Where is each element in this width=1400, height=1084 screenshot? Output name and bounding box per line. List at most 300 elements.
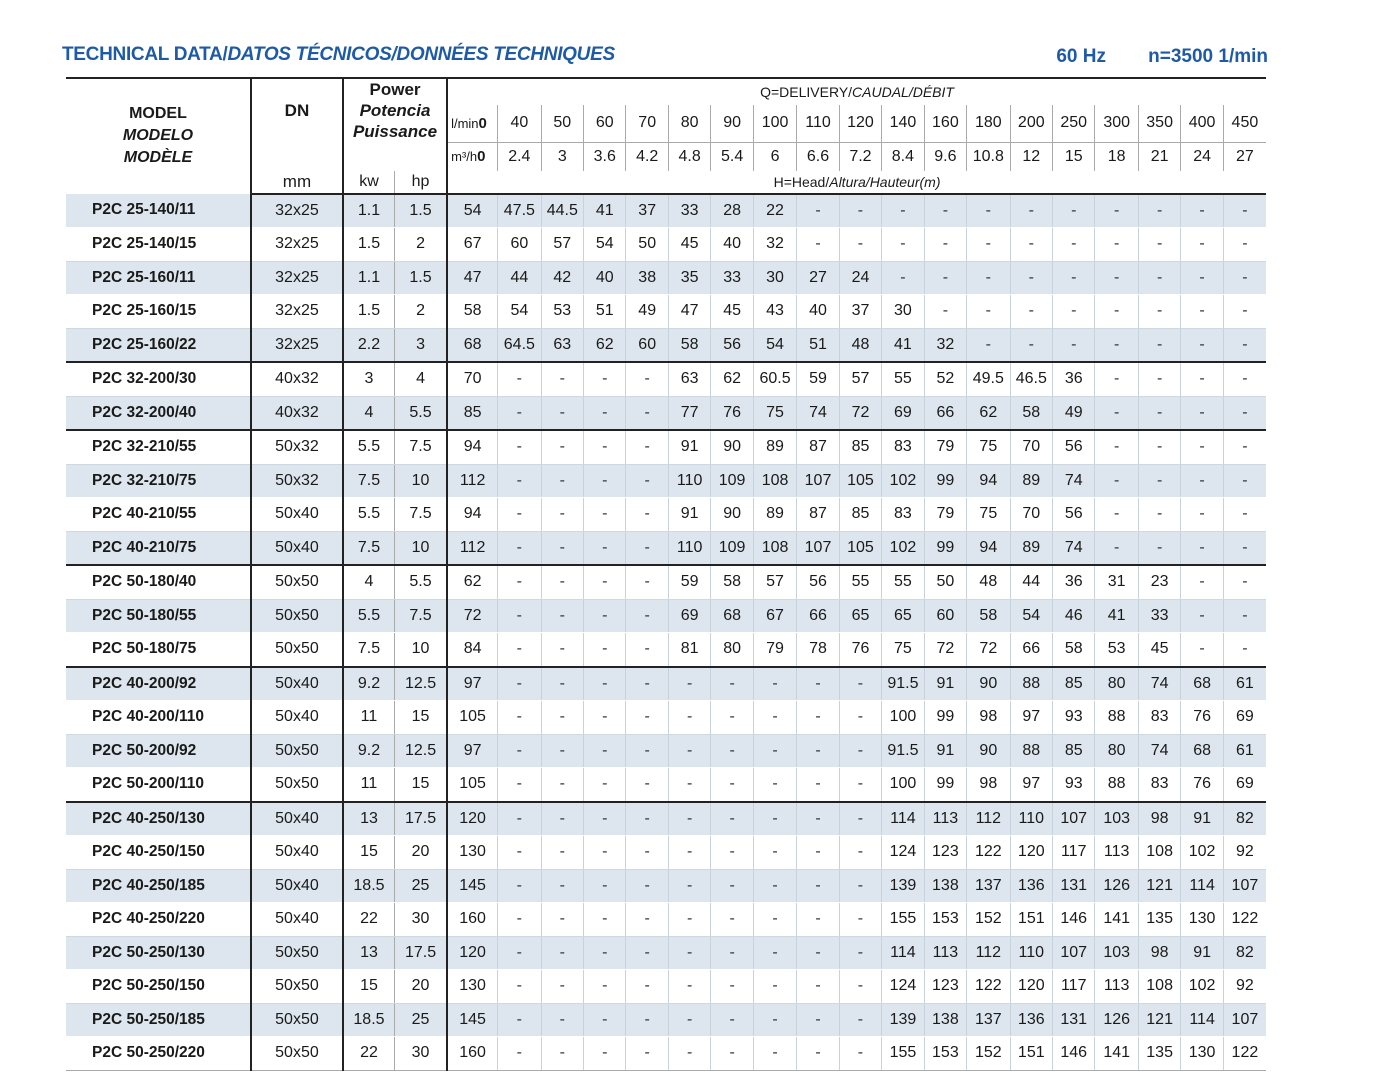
head-cell: - — [1138, 228, 1180, 262]
head-cell: - — [711, 802, 753, 836]
hp-cell: 5.5 — [395, 565, 448, 599]
table-row — [66, 734, 1266, 768]
head-cell: 98 — [967, 701, 1010, 735]
head-cell: 53 — [1095, 633, 1138, 667]
head-cell: 41 — [882, 328, 924, 362]
head-cell: - — [753, 1003, 796, 1037]
head-cell: - — [668, 802, 710, 836]
head-cell: - — [1223, 464, 1266, 498]
title-bar — [62, 44, 1268, 74]
flow-m3h-cell: 12 — [1010, 142, 1052, 171]
head-cell: 121 — [1138, 1003, 1180, 1037]
head-cell: 77 — [668, 396, 710, 430]
head-cell: 42 — [541, 261, 583, 295]
head-cell: 59 — [668, 565, 710, 599]
head-cell: - — [584, 903, 626, 937]
head-cell: 68 — [1181, 667, 1223, 701]
table-row — [66, 328, 1266, 362]
head-cell: - — [1010, 328, 1052, 362]
head-cell: 139 — [882, 869, 924, 903]
hp-cell: 30 — [395, 1037, 448, 1071]
head-cell: 94 — [967, 531, 1010, 565]
flow-m3h-first — [447, 142, 498, 171]
model-cell: P2C 50-180/75 — [66, 633, 251, 667]
head-cell: - — [626, 836, 668, 870]
head-cell: - — [797, 701, 839, 735]
head-cell: - — [584, 565, 626, 599]
head-cell: 102 — [882, 464, 924, 498]
head-cell: 74 — [1053, 531, 1095, 565]
head-cell: 58 — [1010, 396, 1052, 430]
head-cell: 102 — [882, 531, 924, 565]
head-cell: - — [668, 701, 710, 735]
head-cell: 85 — [447, 396, 498, 430]
head-cell: 57 — [541, 228, 583, 262]
hp-cell: 20 — [395, 836, 448, 870]
head-cell: - — [1095, 328, 1138, 362]
table-row — [66, 768, 1266, 802]
head-cell: - — [626, 430, 668, 464]
head-cell: 138 — [924, 869, 966, 903]
head-cell: - — [541, 565, 583, 599]
head-cell: 91 — [1181, 802, 1223, 836]
head-cell: - — [1138, 261, 1180, 295]
head-cell: - — [797, 1003, 839, 1037]
head-cell: 114 — [882, 936, 924, 970]
kw-cell: 11 — [343, 768, 395, 802]
head-cell: 45 — [1138, 633, 1180, 667]
head-cell: 117 — [1053, 836, 1095, 870]
head-cell: 130 — [1181, 903, 1223, 937]
head-cell: 37 — [839, 295, 881, 329]
head-cell: 33 — [711, 261, 753, 295]
head-cell: 56 — [1053, 498, 1095, 532]
head-cell: 70 — [1010, 498, 1052, 532]
head-cell: - — [1181, 295, 1223, 329]
head-cell: - — [839, 228, 881, 262]
head-cell: - — [967, 328, 1010, 362]
table-row — [66, 903, 1266, 937]
head-cell: 108 — [753, 464, 796, 498]
head-cell: - — [1138, 430, 1180, 464]
head-cell: 135 — [1138, 1037, 1180, 1071]
head-cell: - — [584, 464, 626, 498]
head-cell: - — [584, 531, 626, 565]
head-cell: 23 — [1138, 565, 1180, 599]
head-cell: 114 — [882, 802, 924, 836]
head-cell: 79 — [924, 498, 966, 532]
head-cell: - — [584, 768, 626, 802]
model-cell: P2C 50-180/55 — [66, 599, 251, 633]
head-cell: - — [1095, 261, 1138, 295]
head-cell: 66 — [924, 396, 966, 430]
head-cell: - — [668, 903, 710, 937]
kw-cell: 1.5 — [343, 295, 395, 329]
head-cell: - — [1095, 362, 1138, 396]
head-cell: 87 — [797, 498, 839, 532]
head-cell: 58 — [668, 328, 710, 362]
head-cell: 47.5 — [498, 194, 541, 228]
head-cell: - — [541, 498, 583, 532]
head-cell: 50 — [626, 228, 668, 262]
head-cell: 76 — [1181, 768, 1223, 802]
head-cell: 46 — [1053, 599, 1095, 633]
m3h-unit-label: m³/h — [451, 149, 478, 164]
head-cell: - — [668, 836, 710, 870]
flow-lmin-first — [447, 105, 498, 142]
head-cell: 93 — [1053, 701, 1095, 735]
head-cell: 110 — [668, 464, 710, 498]
kw-cell: 5.5 — [343, 498, 395, 532]
head-cell: 97 — [1010, 701, 1052, 735]
head-cell: - — [541, 531, 583, 565]
head-cell: - — [839, 701, 881, 735]
dn-cell: 50x40 — [251, 802, 343, 836]
head-cell: - — [498, 869, 541, 903]
head-cell: 47 — [447, 261, 498, 295]
head-cell: - — [541, 768, 583, 802]
head-cell: - — [753, 802, 796, 836]
head-cell: 112 — [447, 464, 498, 498]
head-cell: - — [711, 836, 753, 870]
dn-cell: 50x50 — [251, 1003, 343, 1037]
head-cell: 113 — [924, 936, 966, 970]
head-cell: 75 — [967, 430, 1010, 464]
head-cell: - — [797, 734, 839, 768]
head-cell: 76 — [711, 396, 753, 430]
head-cell: 108 — [1138, 836, 1180, 870]
head-cell: 44 — [498, 261, 541, 295]
head-cell: - — [839, 768, 881, 802]
head-cell: 56 — [1053, 430, 1095, 464]
dn-cell: 50x50 — [251, 768, 343, 802]
model-cell: P2C 40-250/150 — [66, 836, 251, 870]
head-cell: - — [1095, 464, 1138, 498]
head-cell: 145 — [447, 1003, 498, 1037]
head-cell: 41 — [584, 194, 626, 228]
hp-header: hp — [395, 171, 448, 194]
head-cell: 98 — [1138, 802, 1180, 836]
head-cell: - — [498, 734, 541, 768]
dn-cell: 32x25 — [251, 328, 343, 362]
head-cell: - — [1138, 498, 1180, 532]
head-cell: 32 — [924, 328, 966, 362]
head-cell: 67 — [753, 599, 796, 633]
table-row — [66, 701, 1266, 735]
head-cell: 160 — [447, 1037, 498, 1071]
head-cell: - — [711, 734, 753, 768]
head-cell: 83 — [1138, 701, 1180, 735]
flow-lmin-cell: 40 — [498, 105, 541, 142]
head-cell: - — [626, 565, 668, 599]
head-cell: - — [498, 667, 541, 701]
head-cell: - — [711, 936, 753, 970]
hp-cell: 15 — [395, 768, 448, 802]
hp-cell: 1.5 — [395, 261, 448, 295]
head-cell: - — [967, 295, 1010, 329]
dn-cell: 50x50 — [251, 633, 343, 667]
head-cell: 83 — [882, 498, 924, 532]
head-cell: - — [797, 869, 839, 903]
head-cell: - — [541, 1003, 583, 1037]
head-cell: 40 — [797, 295, 839, 329]
head-cell: 60.5 — [753, 362, 796, 396]
head-cell: - — [753, 768, 796, 802]
head-cell: - — [498, 903, 541, 937]
kw-cell: 1.1 — [343, 194, 395, 228]
head-cell: - — [541, 734, 583, 768]
head-cell: - — [584, 633, 626, 667]
flow-lmin-cell: 60 — [584, 105, 626, 142]
head-cell: 120 — [447, 936, 498, 970]
head-cell: - — [541, 430, 583, 464]
head-cell: - — [924, 228, 966, 262]
hp-cell: 4 — [395, 362, 448, 396]
dn-cell: 50x40 — [251, 667, 343, 701]
head-cell: 99 — [924, 464, 966, 498]
head-cell: - — [626, 1037, 668, 1071]
head-cell: 63 — [668, 362, 710, 396]
model-header — [66, 78, 251, 194]
head-cell: 152 — [967, 1037, 1010, 1071]
head-cell: - — [584, 970, 626, 1004]
head-header — [447, 171, 1266, 194]
head-cell: 67 — [447, 228, 498, 262]
head-cell: - — [541, 701, 583, 735]
head-cell: - — [541, 869, 583, 903]
head-cell: - — [882, 228, 924, 262]
head-cell: 51 — [584, 295, 626, 329]
hp-cell: 2 — [395, 228, 448, 262]
head-cell: - — [498, 498, 541, 532]
head-cell: - — [1223, 261, 1266, 295]
head-cell: 61 — [1223, 734, 1266, 768]
head-cell: 58 — [711, 565, 753, 599]
model-cell: P2C 40-250/130 — [66, 802, 251, 836]
head-cell: - — [626, 768, 668, 802]
head-cell: 79 — [753, 633, 796, 667]
head-cell: 105 — [839, 531, 881, 565]
head-cell: - — [1223, 396, 1266, 430]
table-row — [66, 836, 1266, 870]
head-cell: 136 — [1010, 1003, 1052, 1037]
hp-cell: 1.5 — [395, 194, 448, 228]
head-cell: 92 — [1223, 970, 1266, 1004]
table-row — [66, 261, 1266, 295]
head-cell: - — [541, 903, 583, 937]
head-cell: - — [1223, 531, 1266, 565]
table-row — [66, 194, 1266, 228]
head-cell: 98 — [1138, 936, 1180, 970]
head-cell: 54 — [498, 295, 541, 329]
head-cell: 56 — [711, 328, 753, 362]
hp-cell: 10 — [395, 464, 448, 498]
head-cell: 110 — [1010, 936, 1052, 970]
model-header-es: MODELO — [122, 127, 194, 145]
head-cell: - — [839, 836, 881, 870]
dn-cell: 40x32 — [251, 362, 343, 396]
head-cell: - — [584, 498, 626, 532]
flow-lmin-cell: 80 — [668, 105, 710, 142]
head-cell: - — [584, 836, 626, 870]
kw-cell: 9.2 — [343, 667, 395, 701]
model-cell: P2C 32-210/55 — [66, 430, 251, 464]
head-cell: - — [498, 396, 541, 430]
head-cell: 141 — [1095, 1037, 1138, 1071]
head-cell: - — [967, 261, 1010, 295]
dn-header-spacer — [251, 142, 343, 171]
head-cell: - — [1181, 396, 1223, 430]
head-cell: 55 — [839, 565, 881, 599]
head-cell: - — [797, 802, 839, 836]
flow-lmin-cell: 160 — [924, 105, 966, 142]
dn-cell: 50x50 — [251, 599, 343, 633]
head-cell: 54 — [447, 194, 498, 228]
head-cell: 70 — [1010, 430, 1052, 464]
head-cell: 108 — [1138, 970, 1180, 1004]
head-cell: 48 — [967, 565, 1010, 599]
hp-cell: 20 — [395, 970, 448, 1004]
head-cell: 113 — [924, 802, 966, 836]
head-cell: - — [711, 1003, 753, 1037]
head-cell: 76 — [839, 633, 881, 667]
head-cell: 89 — [1010, 531, 1052, 565]
head-cell: 137 — [967, 1003, 1010, 1037]
kw-cell: 1.5 — [343, 228, 395, 262]
head-cell: 99 — [924, 531, 966, 565]
head-cell: 131 — [1053, 1003, 1095, 1037]
head-label-italic: Altura/Hauteur(m) — [829, 173, 941, 190]
dn-cell: 32x25 — [251, 228, 343, 262]
head-cell: 62 — [967, 396, 1010, 430]
head-cell: - — [967, 228, 1010, 262]
model-cell: P2C 40-250/185 — [66, 869, 251, 903]
head-cell: - — [626, 599, 668, 633]
head-cell: 81 — [668, 633, 710, 667]
head-cell: 50 — [924, 565, 966, 599]
head-cell: - — [1223, 430, 1266, 464]
head-cell: 80 — [711, 633, 753, 667]
head-cell: 76 — [1181, 701, 1223, 735]
head-cell: 54 — [753, 328, 796, 362]
head-cell: - — [1181, 464, 1223, 498]
model-cell: P2C 40-200/110 — [66, 701, 251, 735]
head-cell: - — [498, 1037, 541, 1071]
head-cell: 97 — [447, 667, 498, 701]
head-cell: - — [711, 1037, 753, 1071]
head-cell: - — [711, 667, 753, 701]
head-cell: 91 — [668, 498, 710, 532]
head-cell: - — [498, 464, 541, 498]
flow-m3h-cell: 27 — [1223, 142, 1266, 171]
kw-cell: 18.5 — [343, 1003, 395, 1037]
head-cell: - — [1181, 430, 1223, 464]
head-cell: 130 — [447, 970, 498, 1004]
head-cell: 49.5 — [967, 362, 1010, 396]
hp-cell: 7.5 — [395, 599, 448, 633]
head-cell: - — [668, 936, 710, 970]
kw-cell: 7.5 — [343, 464, 395, 498]
head-cell: 27 — [797, 261, 839, 295]
head-cell: - — [668, 734, 710, 768]
head-cell: 74 — [1138, 667, 1180, 701]
head-cell: 91 — [924, 667, 966, 701]
head-cell: - — [1138, 362, 1180, 396]
flow-lmin-cell: 70 — [626, 105, 668, 142]
head-cell: 82 — [1223, 802, 1266, 836]
table-row — [66, 498, 1266, 532]
head-cell: 109 — [711, 531, 753, 565]
table-row — [66, 531, 1266, 565]
head-cell: 88 — [1095, 768, 1138, 802]
head-cell: 87 — [797, 430, 839, 464]
head-cell: 114 — [1181, 869, 1223, 903]
head-cell: 126 — [1095, 1003, 1138, 1037]
table-row — [66, 970, 1266, 1004]
head-cell: 90 — [967, 734, 1010, 768]
head-cell: 85 — [839, 430, 881, 464]
head-cell: 58 — [1053, 633, 1095, 667]
head-cell: 57 — [839, 362, 881, 396]
flow-lmin-cell: 50 — [541, 105, 583, 142]
head-cell: - — [839, 734, 881, 768]
flow-lmin-cell: 300 — [1095, 105, 1138, 142]
head-cell: - — [1223, 295, 1266, 329]
flow-m3h-cell: 3 — [541, 142, 583, 171]
head-cell: 49 — [626, 295, 668, 329]
head-cell: - — [1181, 498, 1223, 532]
head-cell: 90 — [711, 498, 753, 532]
head-cell: 122 — [1223, 903, 1266, 937]
head-cell: 90 — [711, 430, 753, 464]
head-cell: - — [498, 565, 541, 599]
table-row — [66, 633, 1266, 667]
head-cell: - — [498, 701, 541, 735]
table-row — [66, 1037, 1266, 1071]
head-cell: 107 — [797, 531, 839, 565]
head-cell: - — [1223, 565, 1266, 599]
head-cell: 57 — [753, 565, 796, 599]
head-cell: - — [753, 970, 796, 1004]
head-cell: - — [924, 194, 966, 228]
table-row — [66, 802, 1266, 836]
dn-header-label: DN — [284, 100, 310, 120]
head-cell: 37 — [626, 194, 668, 228]
head-cell: - — [1138, 396, 1180, 430]
hp-cell: 15 — [395, 701, 448, 735]
head-cell: 88 — [1010, 667, 1052, 701]
head-cell: 89 — [1010, 464, 1052, 498]
kw-cell: 13 — [343, 802, 395, 836]
head-cell: 62 — [447, 565, 498, 599]
flow-m3h-cell: 4.2 — [626, 142, 668, 171]
head-cell: - — [1181, 633, 1223, 667]
head-cell: 31 — [1095, 565, 1138, 599]
table-row — [66, 1003, 1266, 1037]
head-cell: 28 — [711, 194, 753, 228]
head-cell: 75 — [753, 396, 796, 430]
head-cell: - — [1181, 261, 1223, 295]
delivery-label-italic: CAUDAL/DÉBIT — [852, 84, 954, 101]
head-cell: - — [882, 261, 924, 295]
head-cell: 107 — [1053, 802, 1095, 836]
flow-lmin-cell: 90 — [711, 105, 753, 142]
hp-cell: 25 — [395, 869, 448, 903]
head-cell: 80 — [1095, 667, 1138, 701]
head-cell: - — [498, 936, 541, 970]
head-cell: 123 — [924, 970, 966, 1004]
head-cell: - — [668, 869, 710, 903]
